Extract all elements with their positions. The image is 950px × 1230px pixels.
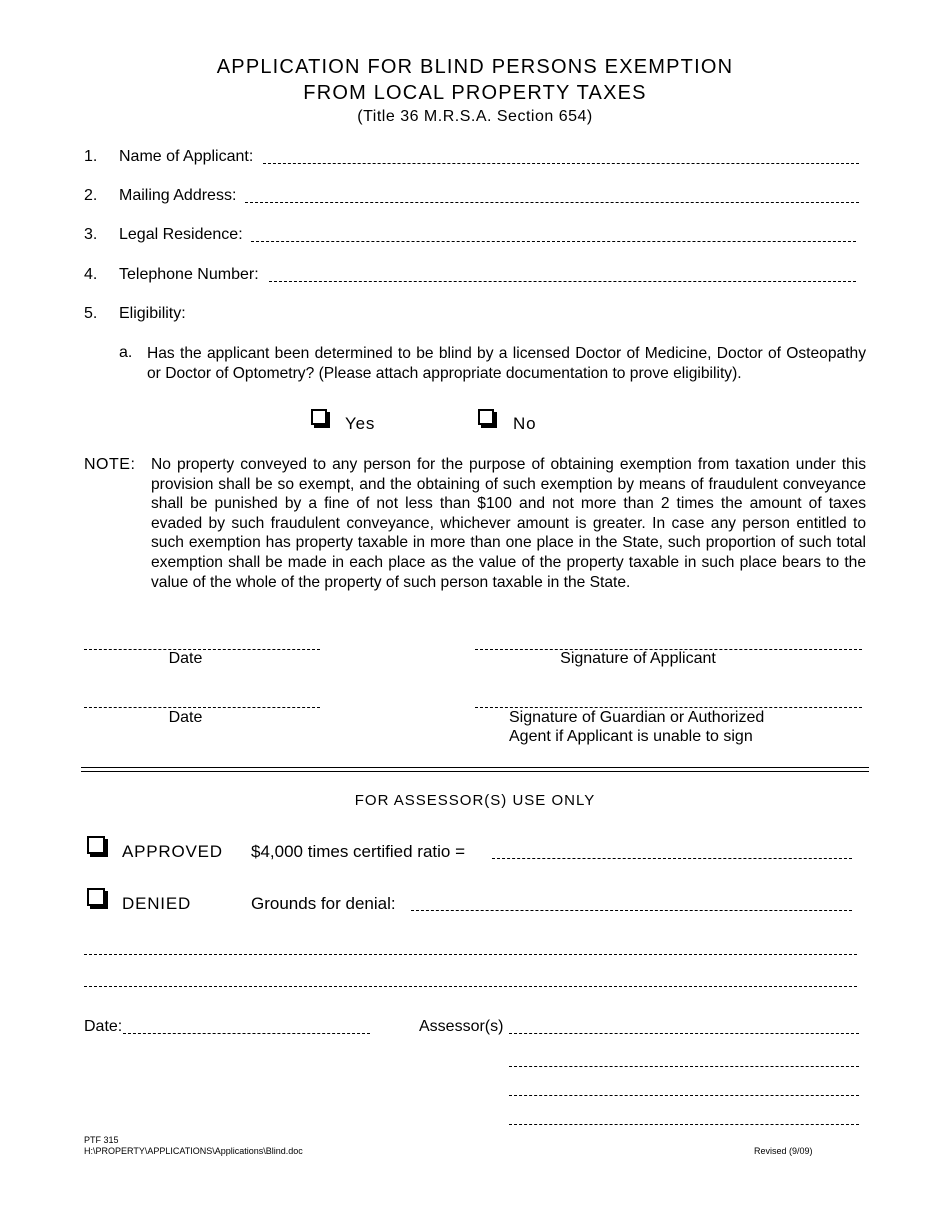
field-number: 3. [84, 226, 98, 243]
applicant-signature-field[interactable] [475, 635, 862, 650]
section-divider [81, 767, 869, 772]
note-label: NOTE: [84, 456, 136, 473]
mailing-address-label: Mailing Address: [119, 187, 237, 204]
certified-ratio-field[interactable] [492, 844, 852, 859]
legal-residence-label: Legal Residence: [119, 226, 243, 243]
denial-grounds-field[interactable] [411, 896, 852, 911]
assessor-signature-line-2[interactable] [509, 1052, 859, 1067]
eligibility-item-label: a. [119, 344, 133, 361]
denied-label: DENIED [122, 894, 192, 913]
date-label-2: Date [168, 709, 203, 726]
denial-grounds-line-3[interactable] [84, 972, 857, 987]
assessor-signature-line-1[interactable] [509, 1019, 859, 1034]
applicant-name-label: Name of Applicant: [119, 148, 254, 165]
telephone-field[interactable] [269, 267, 856, 282]
note-text: No property conveyed to any person for the purpose of obtaining exemption from taxation under this provision shall be so exempt, and the obtaining of such exemption by means of fraudulent conveyance shall be punished by a fine of not less than $100 and not more than 2 times the amount of taxes evaded by such fraudulent conveyance, whichever amount is greater. In case any person entitled to such exemption has property taxable in more than one place in the State, such proportion of such total exemption shall be made in each place as the value of the property taxable in such place bears to the value of the whole of the property of such person taxable in the State. [151, 456, 866, 591]
assessor-heading: FOR ASSESSOR(S) USE ONLY [354, 792, 596, 809]
guardian-signature-field[interactable] [475, 693, 862, 708]
revised-date: Revised (9/09) [754, 1146, 813, 1156]
form-title-line1: APPLICATION FOR BLIND PERSONS EXEMPTION [216, 56, 734, 78]
file-path: H:\PROPERTY\APPLICATIONS\Applications\Blind.doc [84, 1146, 303, 1156]
yes-label: Yes [345, 414, 376, 433]
assessor-date-label: Date: [84, 1018, 123, 1035]
denial-grounds-line-2[interactable] [84, 940, 857, 955]
applicant-name-field[interactable] [263, 149, 859, 164]
mailing-address-field[interactable] [245, 188, 859, 203]
telephone-label: Telephone Number: [119, 266, 259, 283]
date-label-1: Date [168, 650, 203, 667]
form-title-line2: FROM LOCAL PROPERTY TAXES [303, 82, 647, 104]
date-field-2[interactable] [84, 693, 320, 708]
denied-checkbox[interactable] [87, 888, 105, 906]
no-checkbox[interactable] [478, 409, 494, 425]
guardian-signature-label-line1: Signature of Guardian or Authorized [509, 709, 765, 726]
denial-grounds-label: Grounds for denial: [251, 894, 396, 913]
assessor-signature-line-4[interactable] [509, 1110, 859, 1125]
field-number: 5. [84, 305, 98, 322]
field-number: 2. [84, 187, 98, 204]
eligibility-label: Eligibility: [119, 305, 186, 322]
form-subtitle: (Title 36 M.R.S.A. Section 654) [357, 108, 593, 125]
yes-checkbox[interactable] [311, 409, 327, 425]
applicant-signature-label: Signature of Applicant [560, 650, 716, 667]
no-label: No [513, 414, 537, 433]
approved-ratio-label: $4,000 times certified ratio = [251, 842, 466, 861]
approved-checkbox[interactable] [87, 836, 105, 854]
eligibility-question: Has the applicant been determined to be blind by a licensed Doctor of Medicine, Doctor of Osteopathy or Doctor of Optometry? (Please attach appropriate documentation to prove eligibility). [147, 345, 866, 382]
assessors-label: Assessor(s) [419, 1018, 504, 1035]
assessor-date-field[interactable] [123, 1019, 370, 1034]
approved-label: APPROVED [122, 842, 223, 861]
field-number: 4. [84, 266, 98, 283]
legal-residence-field[interactable] [251, 227, 856, 242]
guardian-signature-label-line2: Agent if Applicant is unable to sign [509, 728, 753, 745]
date-field-1[interactable] [84, 635, 320, 650]
assessor-signature-line-3[interactable] [509, 1081, 859, 1096]
form-id: PTF 315 [84, 1135, 119, 1145]
field-number: 1. [84, 148, 98, 165]
